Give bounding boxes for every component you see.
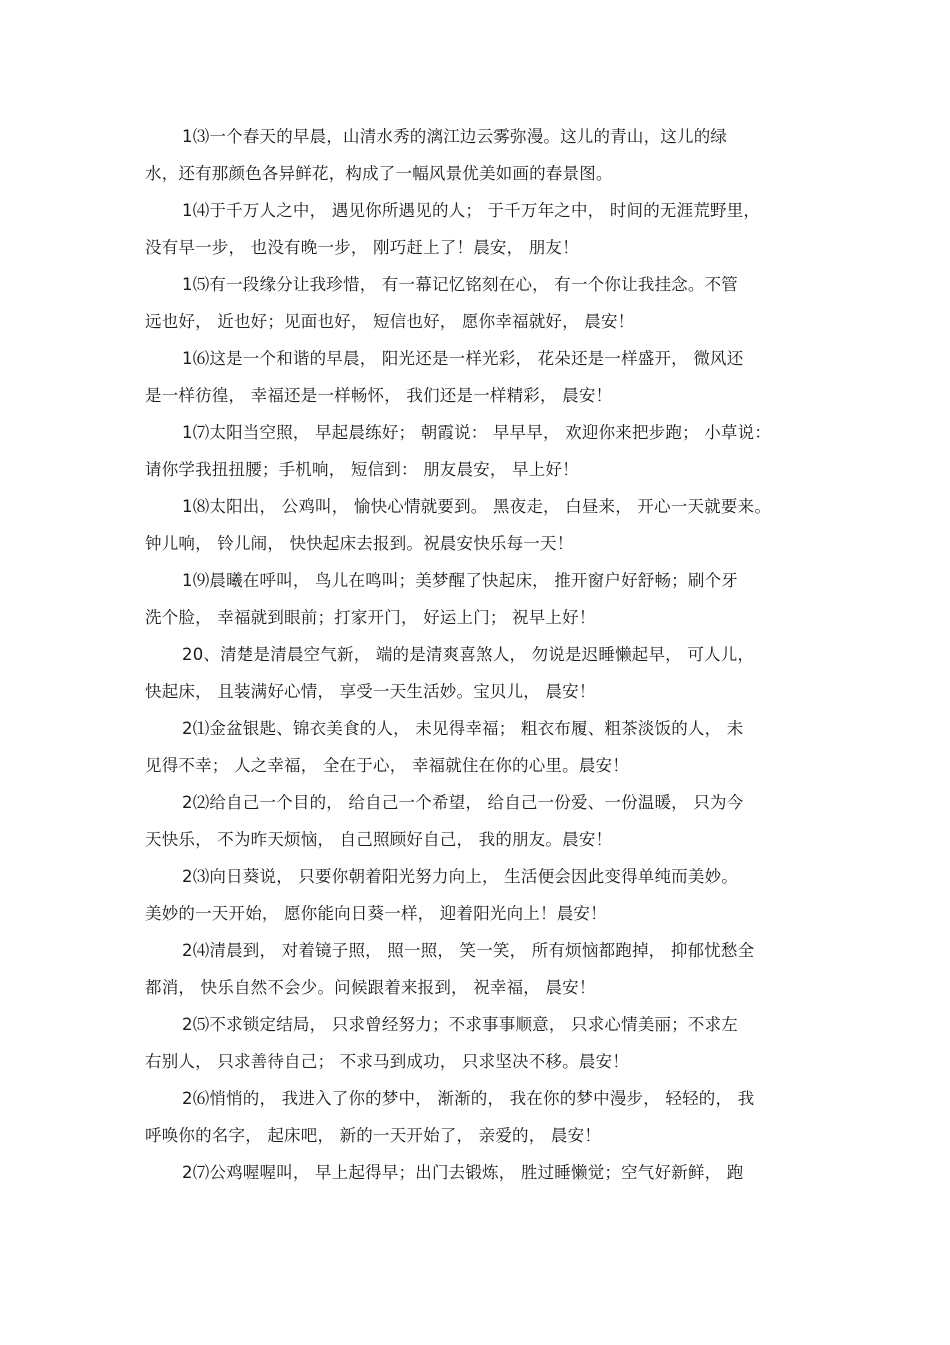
paragraph-line: 没有早一步， 也没有晚一步， 刚巧赶上了！晨安， 朋友！	[145, 238, 579, 257]
paragraph-line: 2⑴金盆银匙、锦衣美食的人， 未见得幸福； 粗衣布履、粗茶淡饭的人， 未	[182, 719, 744, 738]
paragraph	[145, 562, 785, 636]
paragraph-line: 1⑻太阳出， 公鸡叫， 愉快心情就要到。 黑夜走， 白昼来， 开心一天就要来。	[182, 497, 772, 516]
paragraph	[145, 1154, 785, 1191]
paragraph	[145, 414, 785, 488]
paragraph-line: 洗个脸， 幸福就到眼前；打家开门， 好运上门； 祝早上好！	[145, 608, 596, 627]
paragraph-line: 美妙的一天开始， 愿你能向日葵一样， 迎着阳光向上！晨安！	[145, 904, 607, 923]
paragraph-line: 都消， 快乐自然不会少。问候跟着来报到， 祝幸福， 晨安！	[145, 978, 596, 997]
paragraph	[145, 636, 785, 710]
paragraph	[145, 784, 785, 858]
paragraph-line: 钟儿响， 铃儿闹， 快快起床去报到。祝晨安快乐每一天！	[145, 534, 574, 553]
paragraph-line: 2⑺公鸡喔喔叫， 早上起得早；出门去锻炼， 胜过睡懒觉；空气好新鲜， 跑	[182, 1163, 744, 1182]
paragraph-line: 2⑹悄悄的， 我进入了你的梦中， 渐渐的， 我在你的梦中漫步， 轻轻的， 我	[182, 1089, 755, 1108]
paragraph-line: 1⑼晨曦在呼叫， 鸟儿在鸣叫；美梦醒了快起床， 推开窗户好舒畅；刷个牙	[182, 571, 738, 590]
paragraph-line: 右别人， 只求善待自己； 不求马到成功， 只求坚决不移。晨安！	[145, 1052, 629, 1071]
paragraph-line: 呼唤你的名字， 起床吧， 新的一天开始了， 亲爱的， 晨安！	[145, 1126, 601, 1145]
paragraph-line: 远也好， 近也好；见面也好， 短信也好， 愿你幸福就好， 晨安！	[145, 312, 635, 331]
paragraph	[145, 192, 785, 266]
paragraph-line: 20、清楚是清晨空气新， 端的是清爽喜煞人， 勿说是迟睡懒起早， 可人儿，	[182, 645, 755, 664]
paragraph-line: 是一样彷徨， 幸福还是一样畅怀， 我们还是一样精彩， 晨安！	[145, 386, 613, 405]
paragraph-line: 水，还有那颜色各异鲜花，构成了一幅风景优美如画的春景图。	[145, 164, 613, 183]
paragraph-line: 1⑺太阳当空照， 早起晨练好； 朝霞说： 早早早， 欢迎你来把步跑； 小草说：	[182, 423, 772, 442]
paragraph-line: 1⑶一个春天的早晨，山清水秀的漓江边云雾弥漫。这儿的青山，这儿的绿	[182, 127, 728, 146]
paragraph	[145, 858, 785, 932]
paragraph	[145, 710, 785, 784]
paragraph	[145, 1080, 785, 1154]
paragraph	[145, 340, 785, 414]
paragraph-line: 天快乐， 不为昨天烦恼， 自己照顾好自己， 我的朋友。晨安！	[145, 830, 613, 849]
paragraph-line: 1⑹这是一个和谐的早晨， 阳光还是一样光彩， 花朵还是一样盛开， 微风还	[182, 349, 744, 368]
paragraph-line: 1⑷于千万人之中， 遇见你所遇见的人； 于千万年之中， 时间的无涯荒野里，	[182, 201, 761, 220]
paragraph-line: 2⑵给自己一个目的， 给自己一个希望， 给自己一份爱、一份温暖， 只为今	[182, 793, 744, 812]
paragraph	[145, 1006, 785, 1080]
paragraph	[145, 266, 785, 340]
paragraph-line: 见得不幸； 人之幸福， 全在于心， 幸福就住在你的心里。晨安！	[145, 756, 629, 775]
paragraph-line: 请你学我扭扭腰；手机响， 短信到： 朋友晨安， 早上好！	[145, 460, 579, 479]
paragraph	[145, 118, 785, 192]
document-body	[145, 118, 785, 1191]
paragraph-line: 2⑸不求锁定结局， 只求曾经努力；不求事事顺意， 只求心情美丽；不求左	[182, 1015, 738, 1034]
paragraph	[145, 932, 785, 1006]
paragraph-line: 2⑷清晨到， 对着镜子照， 照一照， 笑一笑， 所有烦恼都跑掉， 抑郁忧愁全	[182, 941, 755, 960]
paragraph-line: 2⑶向日葵说， 只要你朝着阳光努力向上， 生活便会因此变得单纯而美妙。	[182, 867, 738, 886]
paragraph-line: 快起床， 且装满好心情， 享受一天生活妙。宝贝儿， 晨安！	[145, 682, 596, 701]
paragraph	[145, 488, 785, 562]
paragraph-line: 1⑸有一段缘分让我珍惜， 有一幕记忆铭刻在心， 有一个你让我挂念。不管	[182, 275, 738, 294]
